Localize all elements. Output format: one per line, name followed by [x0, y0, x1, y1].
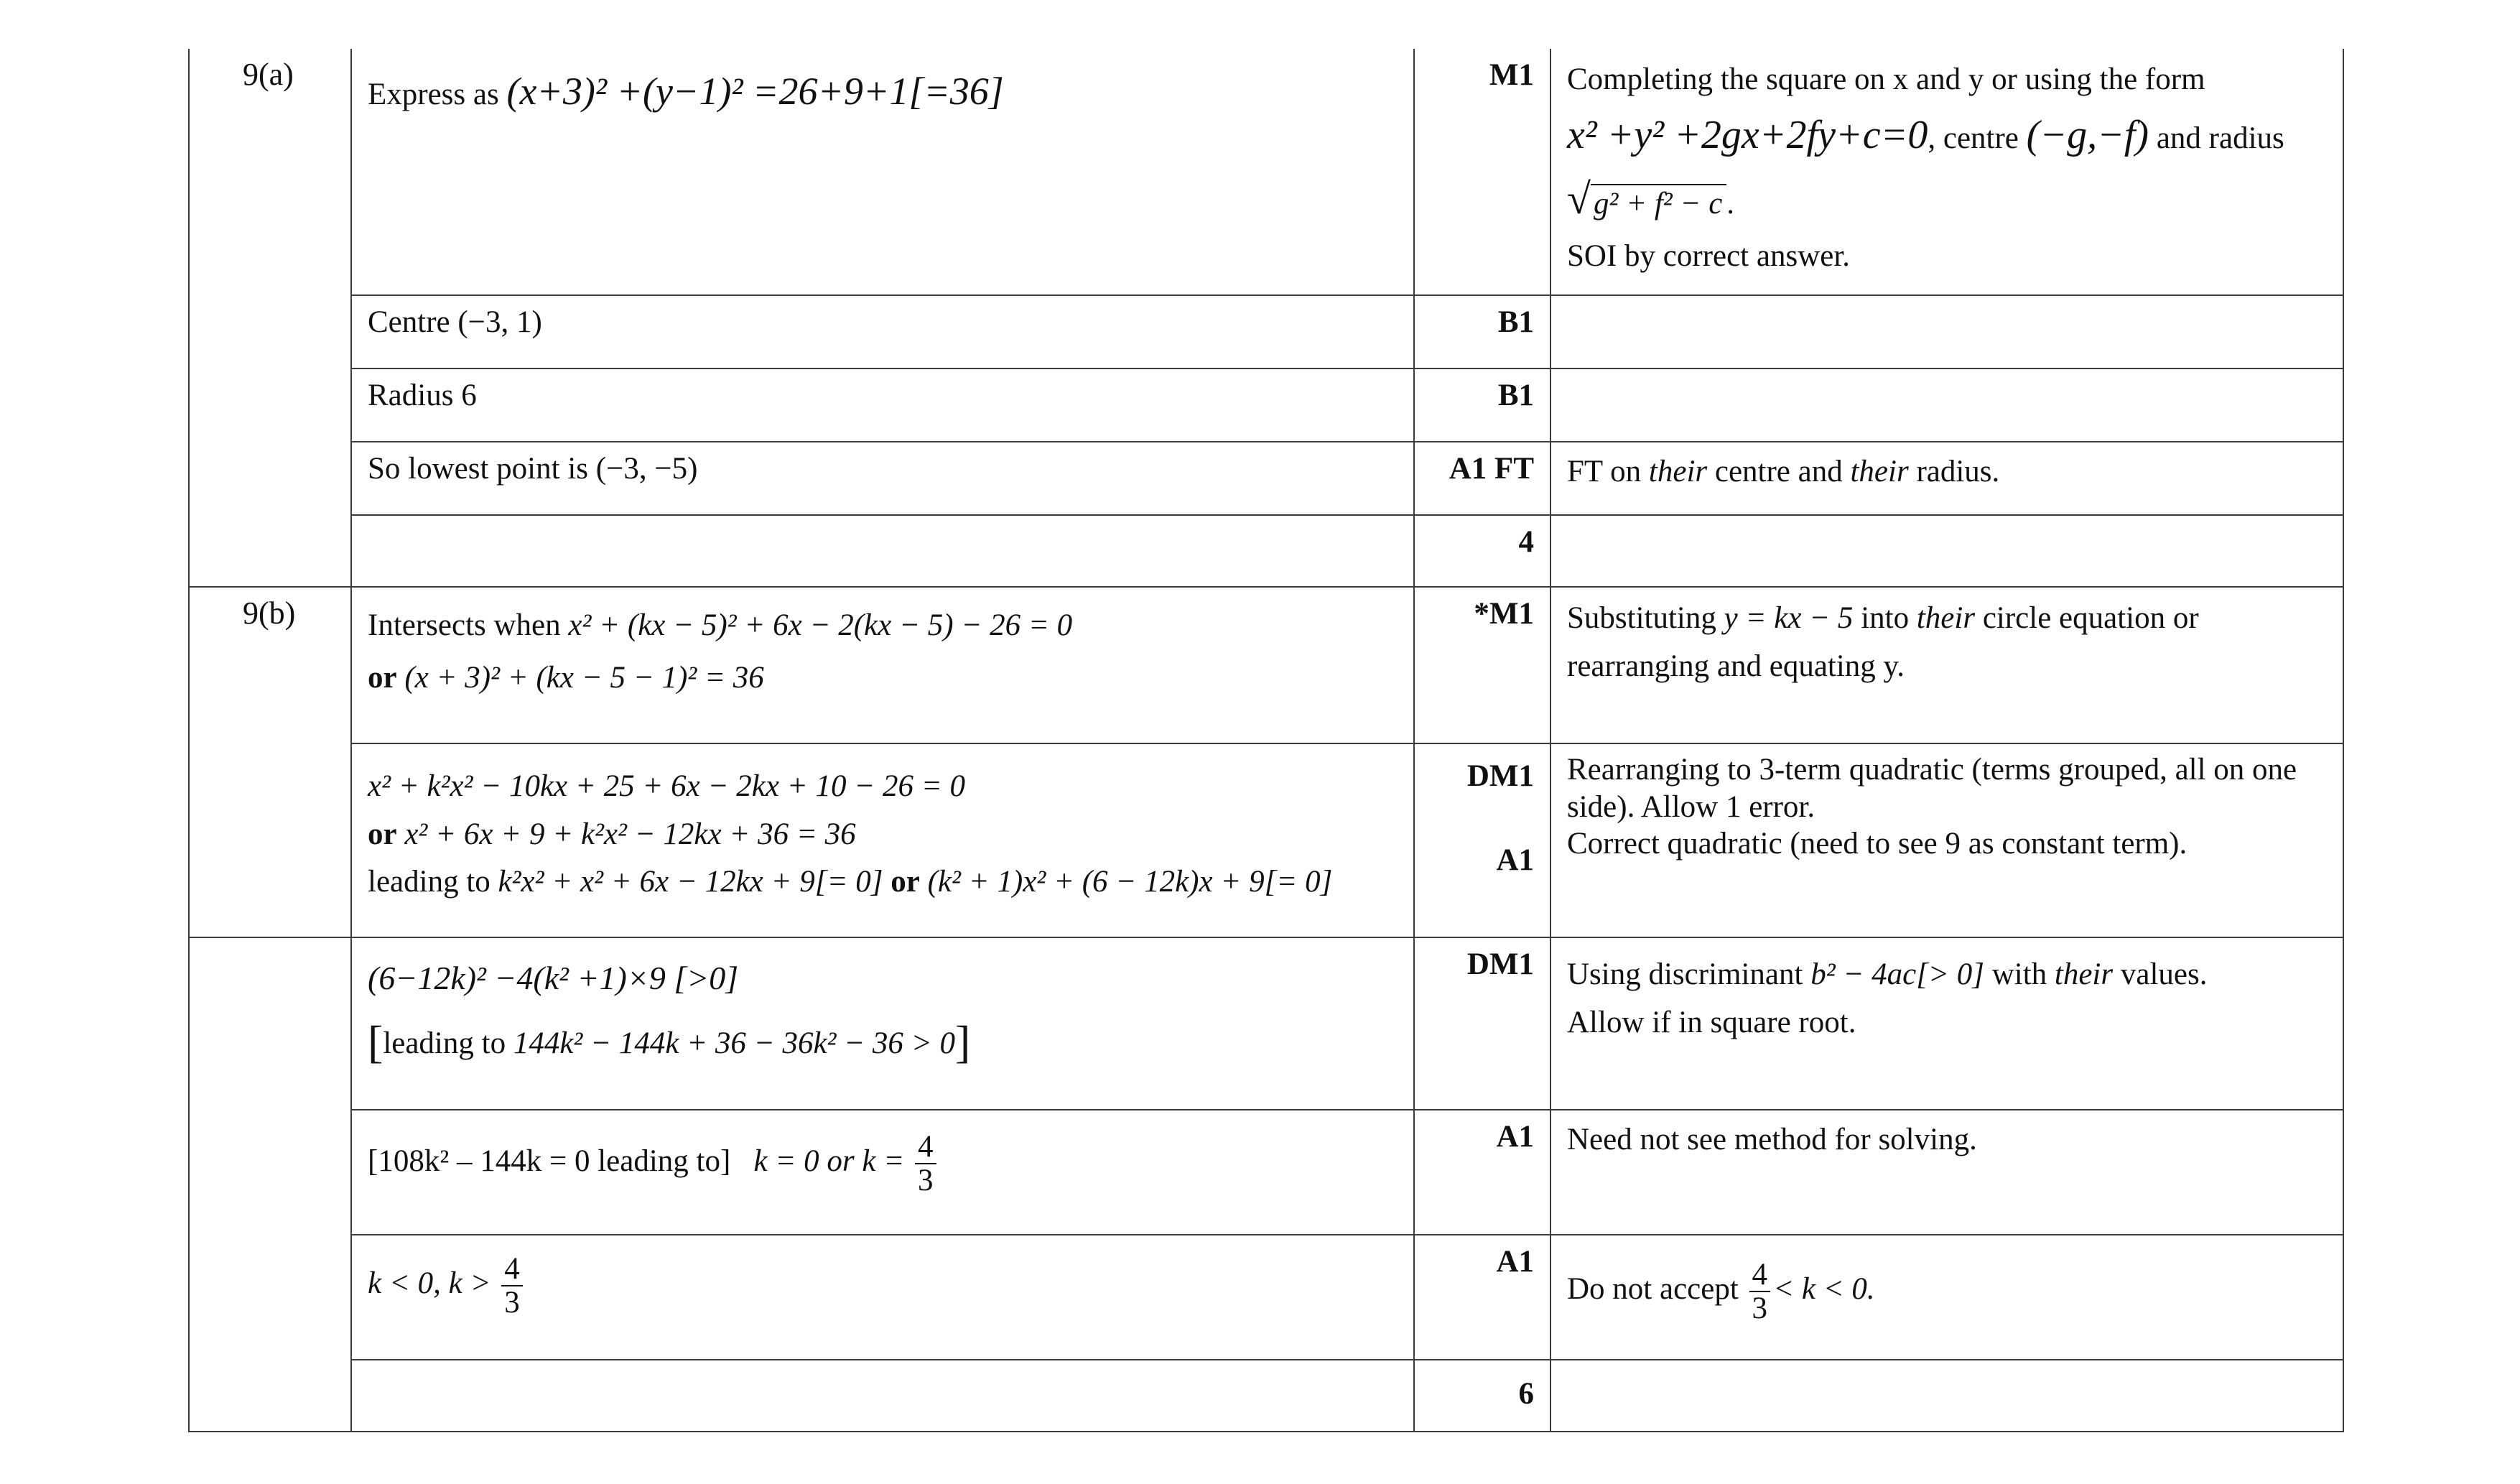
fraction-four-thirds: $\frac{4}{3}$ — [501, 1253, 523, 1319]
q9b-guidance-do-not-accept: Do not accept $\frac{4}{3}$ < k < 0. — [1550, 1235, 2343, 1360]
q9b-guidance-quadratic: Rearranging to 3-term quadratic (terms grouped, all on one side). Allow 1 error. Correct quadratic (need to see 9 as constant term). — [1550, 743, 2343, 937]
q9b-guidance-substitute: Substituting y = kx − 5 into their circle equation or rearranging and equating y. — [1550, 587, 2343, 743]
q9a-answer-centre: Centre (−3, 1) — [351, 295, 1414, 368]
q9b-mark-a1-final: A1 — [1414, 1235, 1550, 1360]
q9b-row-critical-values — [189, 1110, 2343, 1235]
q9b-mark-star-m1: *M1 — [1414, 587, 1550, 743]
q9b-answer-critical-values: [108k² – 144k = 0 leading to] k = 0 or k = $\frac{4}{3}$ — [351, 1110, 1414, 1235]
q9b-answer-quadratic: x² + k²x² − 10kx + 25 + 6x − 2kx + 10 − 26 = 0 or x² + 6x + 9 + k²x² − 12kx + 36 = 36 leading to k²x² + x² + 6x − 12kx + 9[= 0] or (k² + 1)x² + (6 − 12k)x + 9[= 0] — [351, 743, 1414, 937]
q9b-total-marks: 6 — [1414, 1360, 1550, 1432]
q9a-row-total — [189, 515, 2343, 587]
q9a-total-marks: 4 — [1414, 515, 1550, 587]
q9b-row-total — [189, 1360, 2343, 1432]
q9a-row-method — [189, 49, 2343, 295]
q9b-mark-a1-critical: A1 — [1414, 1110, 1550, 1235]
q9b-guidance-method: Need not see method for solving. — [1550, 1110, 2343, 1235]
q9a-mark-b1-radius: B1 — [1414, 368, 1550, 442]
fraction-four-thirds: $\frac{4}{3}$ — [1749, 1258, 1771, 1325]
q9b-row-discriminant — [189, 937, 2343, 1110]
q9a-row-radius — [189, 368, 2343, 442]
q9b-row-final-answer — [189, 1235, 2343, 1360]
q9b-mark-dm1-discriminant: DM1 — [1414, 937, 1550, 1110]
q9a-answer-lowest-point: So lowest point is (−3, −5) — [351, 442, 1414, 515]
q9a-mark-a1ft: A1 FT — [1414, 442, 1550, 515]
q9a-answer-radius: Radius 6 — [351, 368, 1414, 442]
q9a-guidance-method: Completing the square on x and y or using the form x² +y² +2gx+2fy+c=0, centre (−g,−f) and radius √g² + f² − c . SOI by correct answer. — [1550, 49, 2343, 295]
q9b-row-substitute — [189, 587, 2343, 743]
q9b-marks-dm1-a1: DM1 A1 — [1414, 743, 1550, 937]
q9a-label: 9(a) — [189, 49, 351, 587]
q9b-row-quadratic — [189, 743, 2343, 937]
q9a-mark-b1-centre: B1 — [1414, 295, 1550, 368]
fraction-four-thirds: $\frac{4}{3}$ — [915, 1131, 936, 1197]
q9a-row-lowest-point — [189, 442, 2343, 515]
q9b-guidance-discriminant: Using discriminant b² − 4ac[> 0] with their values. Allow if in square root. — [1550, 937, 2343, 1110]
q9a-mark-m1: M1 — [1414, 49, 1550, 295]
q9b-answer-final: k < 0, k > $\frac{4}{3}$ — [351, 1235, 1414, 1360]
q9a-row-centre — [189, 295, 2343, 368]
radius-sqrt-expression: g² + f² − c — [1591, 184, 1726, 221]
q9b-answer-intersection: Intersects when x² + (kx − 5)² + 6x − 2(kx − 5) − 26 = 0 or (x + 3)² + (kx − 5 − 1)² = 36 — [351, 587, 1414, 743]
mark-scheme-table — [188, 49, 2344, 1432]
q9b-answer-discriminant: (6−12k)² −4(k² +1)×9 [>0] [leading to 144k² − 144k + 36 − 36k² − 36 > 0] — [351, 937, 1414, 1110]
q9a-answer-expression: Express as (x+3)² +(y−1)² =26+9+1[=36] — [351, 49, 1414, 295]
q9a-guidance-ft: FT on their centre and their radius. — [1550, 442, 2343, 515]
q9b-label: 9(b) — [189, 587, 351, 937]
